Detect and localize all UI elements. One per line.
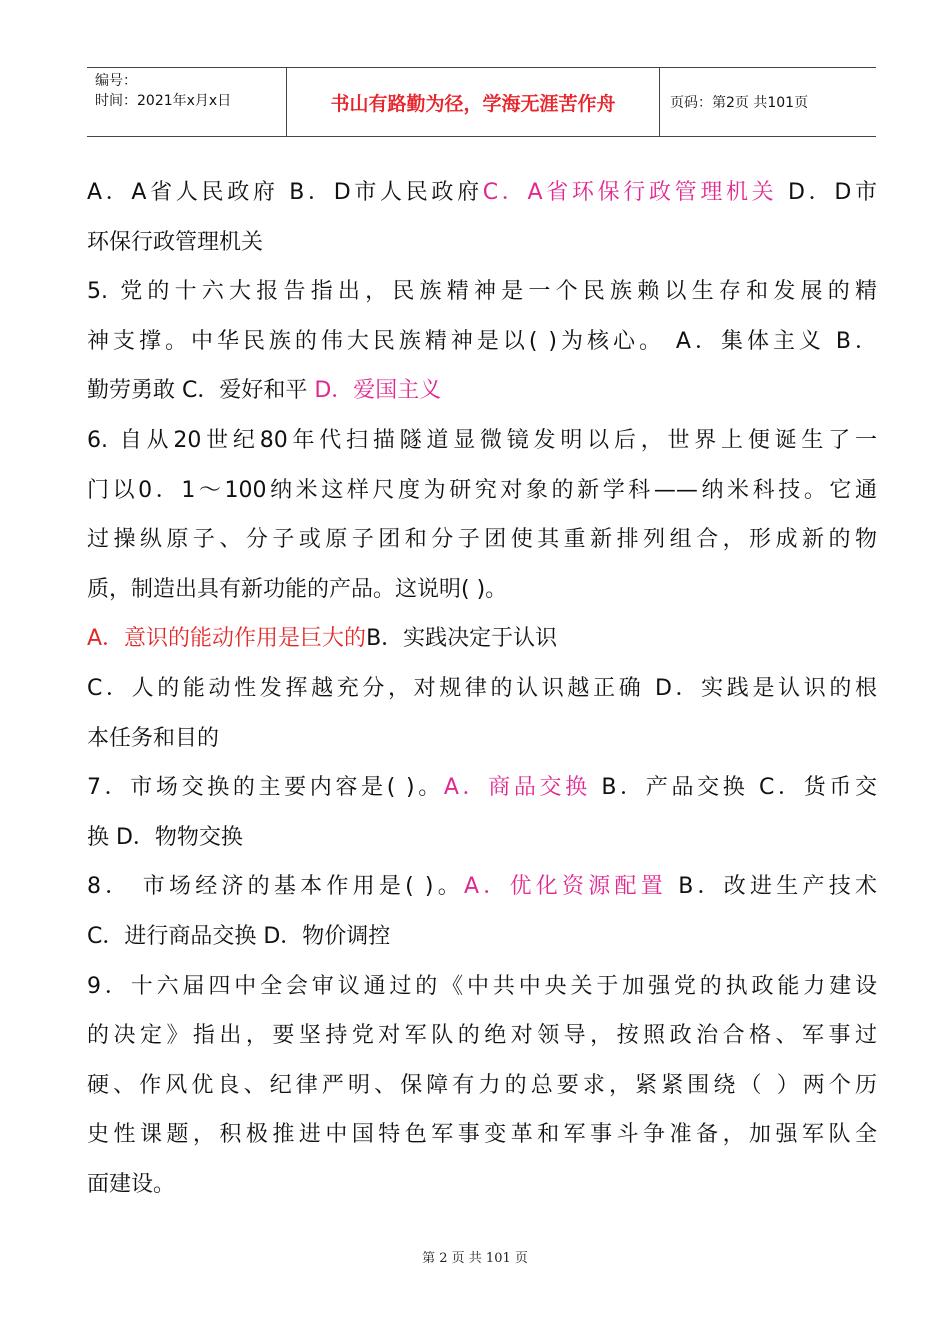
answer-highlight: A．意识的能动作用是巨大的 — [87, 626, 367, 652]
option-text: A．A省人民政府 B．D市人民政府 — [87, 180, 483, 205]
text-line: 本任务和目的 — [87, 725, 220, 751]
option-text: B．实践决定于认识 — [366, 626, 558, 652]
question-5-line: 5. 党的十六大报告指出，民族精神是一个民族赖以生存和发展的精 — [87, 279, 877, 305]
text-line: 面建设。 — [87, 1171, 176, 1197]
text-line — [87, 614, 877, 664]
question-8-line — [87, 862, 877, 912]
text-line: 神支撑。中华民族的伟大民族精神是以( )为核心。 A．集体主义 B． — [87, 328, 877, 354]
question-9-line: 9．十六届四中全会审议通过的《中共中央关于加强党的执政能力建设 — [87, 973, 877, 999]
option-text: 勤劳勇敢 C．爱好和平 — [87, 378, 315, 404]
header-page-number: 页码：第2页 共101页 — [670, 95, 809, 111]
time-label: 时间：2021年x月x日 — [95, 93, 232, 109]
header-motto: 书山有路勤为径，学海无涯苦作舟 — [287, 68, 660, 136]
option-text: B．改进生产技术 — [666, 874, 877, 900]
text-line: 环保行政管理机关 — [87, 229, 264, 255]
text-line: 硬、作风优良、纪律严明、保障有力的总要求，紧紧围绕（ ）两个历 — [87, 1072, 877, 1098]
answer-highlight: D．爱国主义 — [314, 378, 442, 404]
page-header — [87, 67, 876, 137]
text-line: C．人的能动性发挥越充分，对规律的认识越正确 D．实践是认识的根 — [87, 675, 877, 701]
text-line — [87, 366, 877, 416]
text-line — [87, 168, 877, 218]
text-line: 门以0．1～100纳米这样尺度为研究对象的新学科——纳米科技。它通 — [87, 477, 877, 503]
document-body — [87, 168, 877, 1209]
text-line: 质，制造出具有新功能的产品。这说明( )。 — [87, 576, 508, 602]
option-text: B．产品交换 C．货币交 — [590, 775, 877, 801]
answer-highlight: C．A省环保行政管理机关 — [482, 180, 778, 205]
header-meta — [87, 68, 287, 136]
question-7-line — [87, 763, 877, 813]
page-footer: 第 2 页 共 101 页 — [422, 1251, 528, 1266]
option-text: D．D市 — [777, 180, 877, 205]
question-text: 7．市场交换的主要内容是( )。 — [87, 775, 444, 801]
text-line: C．进行商品交换 D．物价调控 — [87, 923, 391, 949]
answer-highlight: A．优化资源配置 — [464, 874, 667, 900]
text-line: 的决定》指出，要坚持党对军队的绝对领导，按照政治合格、军事过 — [87, 1023, 877, 1049]
question-text: 8． 市场经济的基本作用是( )。 — [87, 874, 464, 900]
text-line: 过操纵原子、分子或原子团和分子团使其重新排列组合，形成新的物 — [87, 527, 877, 553]
text-line: 换 D．物物交换 — [87, 824, 243, 850]
number-label: 编号： — [95, 73, 137, 89]
text-line: 史性课题，积极推进中国特色军事变革和军事斗争准备，加强军队全 — [87, 1122, 877, 1148]
answer-highlight: A．商品交换 — [443, 775, 591, 801]
question-6-line: 6. 自从20世纪80年代扫描隧道显微镜发明以后，世界上便诞生了一 — [87, 427, 877, 453]
